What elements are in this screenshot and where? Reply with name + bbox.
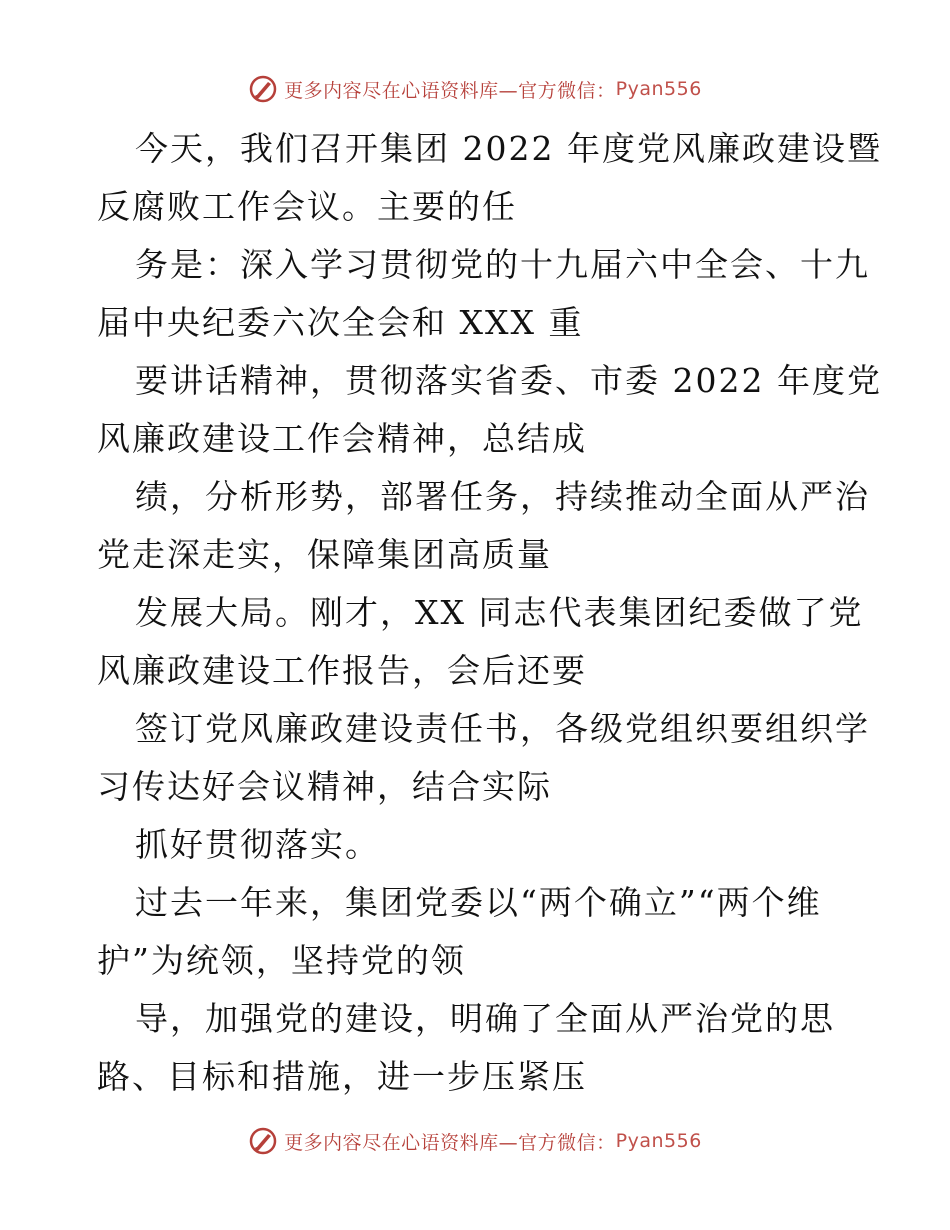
text-line: 党走深走实，保障集团高质量 — [97, 535, 552, 574]
quill-logo-icon — [248, 74, 278, 104]
text-line: 抓好贯彻落实。 — [135, 825, 380, 864]
text-line: 路、目标和措施，进一步压紧压 — [97, 1057, 587, 1096]
text-line: 届中央纪委六次全会和 XXX 重 — [97, 303, 584, 342]
text-line: 导，加强党的建设，明确了全面从严治党的思 — [135, 999, 835, 1038]
text-line: 过去一年来，集团党委以“两个确立”“两个维 — [135, 883, 822, 922]
text-line: 绩，分析形势，部署任务，持续推动全面从严治 — [135, 477, 870, 516]
text-line: 今天，我们召开集团 2022 年度党风廉政建设暨 — [135, 129, 882, 168]
quill-logo-icon — [248, 1126, 278, 1156]
watermark-handle: Pyan556 — [615, 78, 702, 100]
watermark-text: 更多内容尽在心语资料库—官方微信： — [284, 1131, 616, 1154]
watermark-text: 更多内容尽在心语资料库—官方微信： — [284, 79, 616, 102]
text-line: 护”为统领，坚持党的领 — [97, 941, 466, 980]
footer-watermark — [0, 1126, 950, 1156]
text-line: 习传达好会议精神，结合实际 — [97, 767, 552, 806]
text-line: 要讲话精神，贯彻落实省委、市委 2022 年度党 — [135, 361, 882, 400]
document-body — [97, 120, 882, 1106]
watermark-handle: Pyan556 — [615, 1130, 702, 1152]
body-text — [97, 120, 882, 1106]
text-line: 风廉政建设工作报告，会后还要 — [97, 651, 587, 690]
text-line: 签订党风廉政建设责任书，各级党组织要组织学 — [135, 709, 870, 748]
header-watermark — [0, 74, 950, 104]
text-line: 反腐败工作会议。主要的任 — [97, 187, 517, 226]
text-line: 务是：深入学习贯彻党的十九届六中全会、十九 — [135, 245, 870, 284]
text-line: 发展大局。刚才，XX 同志代表集团纪委做了党 — [135, 593, 864, 632]
text-line: 风廉政建设工作会精神，总结成 — [97, 419, 587, 458]
